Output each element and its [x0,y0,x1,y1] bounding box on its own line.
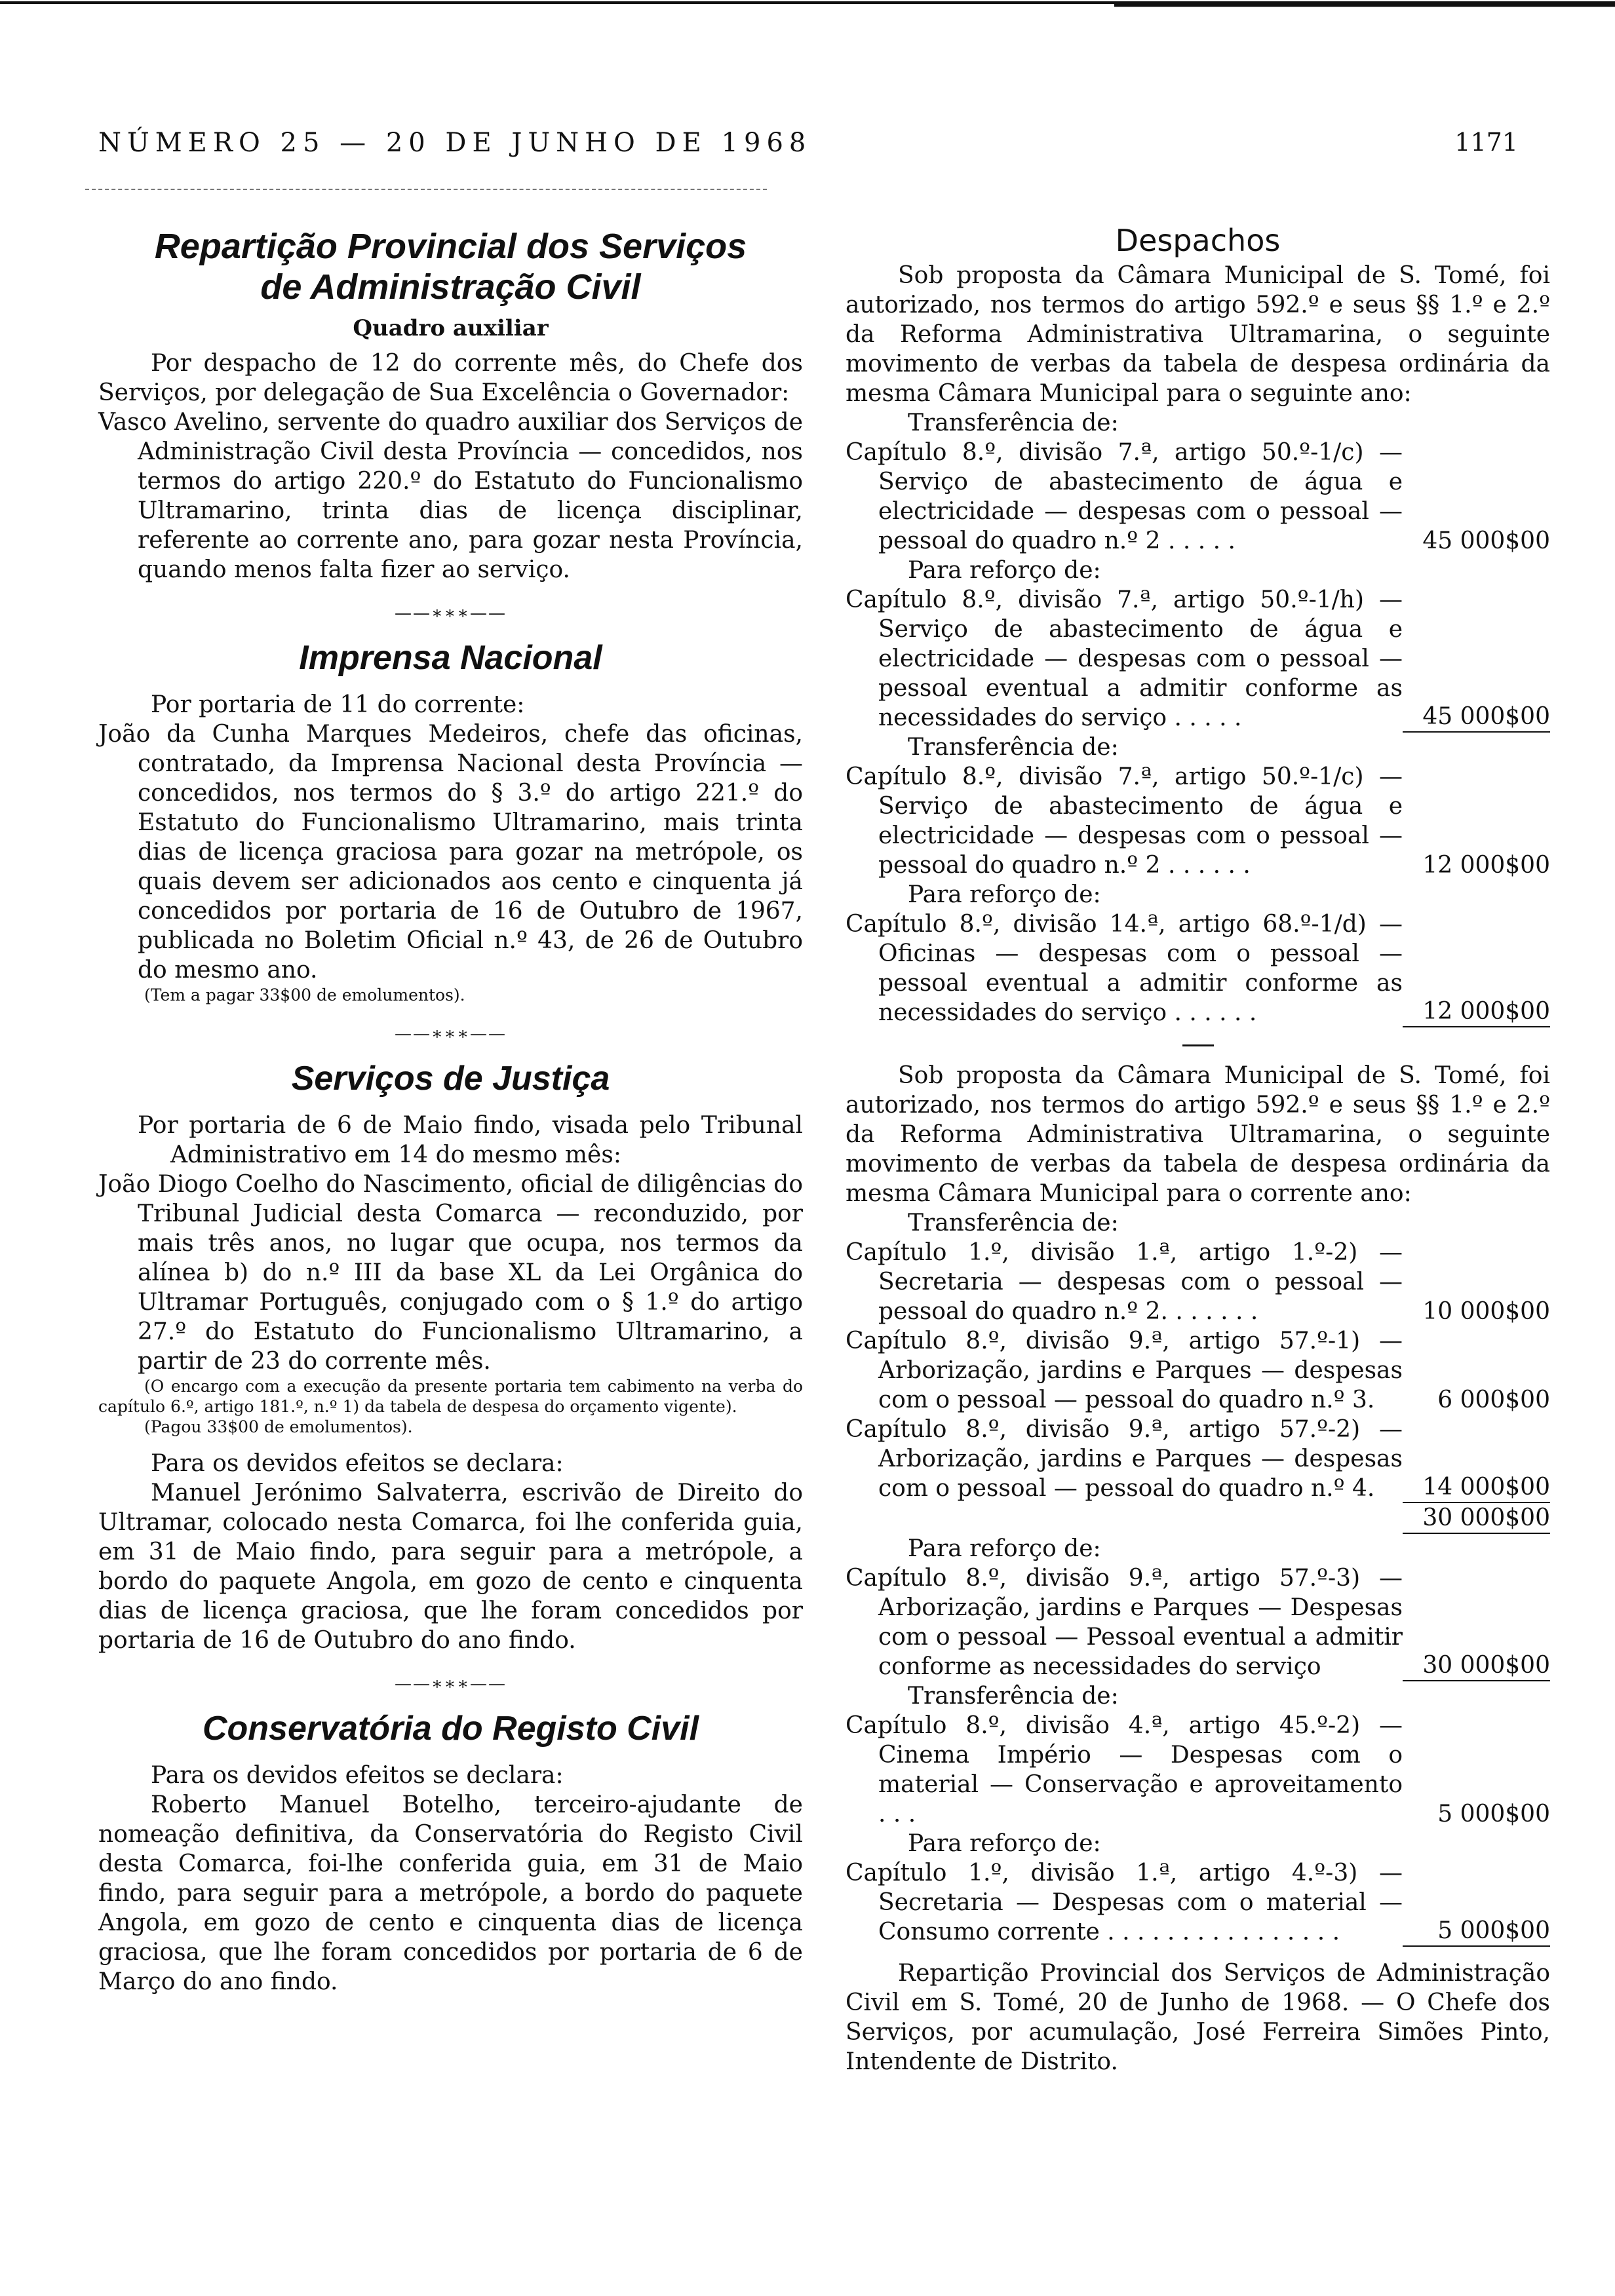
budget-entry: Capítulo 8.º, divisão 7.ª, artigo 50.º-1/h) — Serviço de abastecimento de água e electricidade — despesas com o pessoal — pessoal eventual a admitir conforme as necessidades do serviço . . . . . 45 000$00 [846,586,1550,731]
label-transferencia: Transferência de: [908,1683,1119,1710]
label-reforco: Para reforço de: [908,1830,1101,1857]
entry-amount: 30 000$00 [1403,1651,1550,1681]
declaration-body: Manuel Jerónimo Salvaterra, escrivão de Direito do Ultramar, colocado nesta Comarca, foi lhe conferida guia, em 31 de Maio findo, para seguir para a metrópole, a bordo do paquete Angola, em gozo de cento e cinquenta dias de licença graciosa, que lhe foram concedidos por portaria de 16 de Outubro do ano findo. [98,1480,803,1654]
proposal-intro: Sob proposta da Câmara Municipal de S. Tomé, foi autorizado, nos termos do artigo 592.º e seus §§ 1.º e 2.º da Reforma Administrativa Ultramarina, o seguinte movimento de verbas da tabela de despesa ordinária da mesma Câmara Municipal para o corrente ano: [846,1062,1550,1207]
ornament-divider: ——∗∗∗—— [394,1024,507,1044]
portaria-intro: Por portaria de 6 de Maio findo, visada pelo Tribunal Administrativo em 14 do mesmo mês: [138,1112,803,1168]
entry-amount: 45 000$00 [1422,527,1550,554]
budget-entry: Capítulo 8.º, divisão 4.ª, artigo 45.º-2) — Cinema Império — Despesas com o material — Conservação e aproveitamento . . . 5 000$00 [846,1712,1550,1827]
right-column [846,223,1550,2076]
budget-entry: Capítulo 8.º, divisão 7.ª, artigo 50.º-1/c) — Serviço de abastecimento de água e electricidade — despesas com o pessoal — pessoal do quadro n.º 2 . . . . . . 12 000$00 [846,763,1550,879]
entry-amount: 10 000$00 [1422,1298,1550,1325]
portaria-body: João da Cunha Marques Medeiros, chefe das oficinas, contratado, da Imprensa Nacional desta Província — concedidos, nos termos do § 3.º do artigo 221.º do Estatuto do Funcionalismo Ultramarino, mais trinta dias de licença graciosa para gozar na metrópole, os quais devem ser adicionados aos cento e cinquenta já concedidos por portaria de 16 de Outubro de 1967, publicada no Boletim Oficial n.º 43, de 26 de Outubro do mesmo ano. [98,721,803,984]
proposal-intro: Sob proposta da Câmara Municipal de S. Tomé, foi autorizado, nos termos do artigo 592.º e seus §§ 1.º e 2.º da Reforma Administrativa Ultramarina, o seguinte movimento de verbas da tabela de despesa ordinária da mesma Câmara Municipal para o seguinte ano: [846,262,1550,407]
budget-entry: Capítulo 8.º, divisão 7.ª, artigo 50.º-1/c) — Serviço de abastecimento de água e electricidade — despesas com o pessoal — pessoal do quadro n.º 2 . . . . . 45 000$00 [846,439,1550,554]
label-transferencia: Transferência de: [908,410,1119,436]
budget-entry: Capítulo 1.º, divisão 1.ª, artigo 4.º-3) — Secretaria — Despesas com o material — Consumo corrente . . . . . . . . . . . . . . . . 5 000$00 [846,1860,1550,1945]
section-administracao-civil [98,226,803,584]
label-transferencia: Transferência de: [908,1210,1119,1236]
section-title-despachos: Despachos [1115,223,1281,258]
budget-entry: Capítulo 8.º, divisão 14.ª, artigo 68.º-1/d) — Oficinas — despesas com o pessoal — pessoal eventual a admitir conforme as necessidades do serviço . . . . . . 12 000$00 [846,911,1550,1026]
budget-entry: Capítulo 8.º, divisão 9.ª, artigo 57.º-3) — Arborização, jardins e Parques — Despesas com o pessoal — Pessoal eventual a admitir conforme as necessidades do serviço 30 000$00 [846,1565,1550,1680]
subtotal-amount: 30 000$00 [1403,1503,1550,1534]
section-title: Conservatória do Registo Civil [202,1710,699,1748]
top-border-line [0,0,1615,9]
dispatch-intro: Por despacho de 12 do corrente mês, do Chefe dos Serviços, por delegação de Sua Excelência o Governador: [98,350,803,406]
entry-amount: 6 000$00 [1437,1387,1550,1413]
left-column [98,226,803,1997]
ornament-divider: ——∗∗∗—— [394,1674,507,1694]
section-title: Serviços de Justiça [291,1060,610,1098]
declaration-intro: Para os devidos efeitos se declara: [151,1450,564,1477]
portaria-intro: Por portaria de 11 do corrente: [151,691,525,718]
declaration-body: Roberto Manuel Botelho, terceiro-ajudante de nomeação definitiva, da Conservatória do Registo Civil desta Comarca, foi-lhe conferida guia, em 31 de Maio findo, para seguir para a metrópole, a bordo do paquete Angola, em gozo de cento e cinquenta dias de licença graciosa, que lhe foram concedidos por portaria de 6 de Março do ano findo. [98,1791,803,1995]
section-title: Repartição Provincial dos Serviços [154,227,747,266]
page-number: 1171 [1454,128,1518,157]
dispatch-body: Vasco Avelino, servente do quadro auxiliar dos Serviços de Administração Civil desta Província — concedidos, nos termos do artigo 220.º do Estatuto do Funcionalismo Ultramarino, trinta dias de licença disciplinar, referente ao corrente ano, para gozar nesta Província, quando menos falta fizer ao serviço. [98,409,803,583]
section-title-2: de Administração Civil [260,267,641,307]
label-transferencia: Transferência de: [908,734,1119,761]
label-reforco: Para reforço de: [908,1535,1101,1562]
section-registo-civil [98,1708,803,1997]
issue-line: NÚMERO 25 — 20 DE JUNHO DE 1968 [98,128,812,158]
budget-entry: Capítulo 8.º, divisão 9.ª, artigo 57.º-1) — Arborização, jardins e Parques — despesas com o pessoal — pessoal do quadro n.º 3. 6 000$00 [846,1328,1550,1413]
signature-block: Repartição Provincial dos Serviços de Administração Civil em S. Tomé, 20 de Junho de 1968. — O Chefe dos Serviços, por acumulação, José Ferreira Simões Pinto, Intendente de Distrito. [846,1960,1550,2075]
entry-amount: 12 000$00 [1422,852,1550,879]
emolumentos-note: (Tem a pagar 33$00 de emolumentos). [144,985,465,1004]
page-header [98,128,1518,167]
section-imprensa-nacional [98,638,803,1005]
header-rule [85,189,767,190]
encargo-note: (O encargo com a execução da presente portaria tem cabimento na verba do capítulo 6.º, artigo 181.º, n.º 1) da tabela de despesa do orçamento vigente). [98,1377,803,1416]
section-servicos-justica [98,1058,803,1655]
section-title: Imprensa Nacional [299,639,602,677]
emolumentos-note: (Pagou 33$00 de emolumentos). [144,1417,413,1436]
ornament-divider: ——∗∗∗—— [394,603,507,623]
entry-amount: 5 000$00 [1403,1916,1550,1947]
budget-entry: Capítulo 1.º, divisão 1.ª, artigo 1.º-2) — Secretaria — despesas com o pessoal — pessoal do quadro n.º 2. . . . . . . 10 000$00 [846,1239,1550,1325]
section-subtitle: Quadro auxiliar [353,315,549,341]
section-separator [1182,1044,1214,1046]
label-reforco: Para reforço de: [908,881,1101,908]
entry-amount: 45 000$00 [1403,702,1550,733]
entry-amount: 12 000$00 [1403,997,1550,1027]
label-reforco: Para reforço de: [908,557,1101,584]
declaration-intro: Para os devidos efeitos se declara: [151,1762,564,1789]
portaria-body: João Diogo Coelho do Nascimento, oficial de diligências do Tribunal Judicial desta Comarca — reconduzido, por mais três anos, no lugar que ocupa, nos termos da alínea b) do n.º III da base XL da Lei Orgânica do Ultramar Português, conjugado com o § 1.º do artigo 27.º do Estatuto do Funcionalismo Ultramarino, a partir de 23 do corrente mês. [98,1171,803,1375]
budget-entry: Capítulo 8.º, divisão 9.ª, artigo 57.º-2) — Arborização, jardins e Parques — despesas com o pessoal — pessoal do quadro n.º 4. 14 000$00 [846,1416,1550,1502]
entry-amount: 5 000$00 [1437,1801,1550,1827]
entry-amount: 14 000$00 [1403,1472,1550,1503]
